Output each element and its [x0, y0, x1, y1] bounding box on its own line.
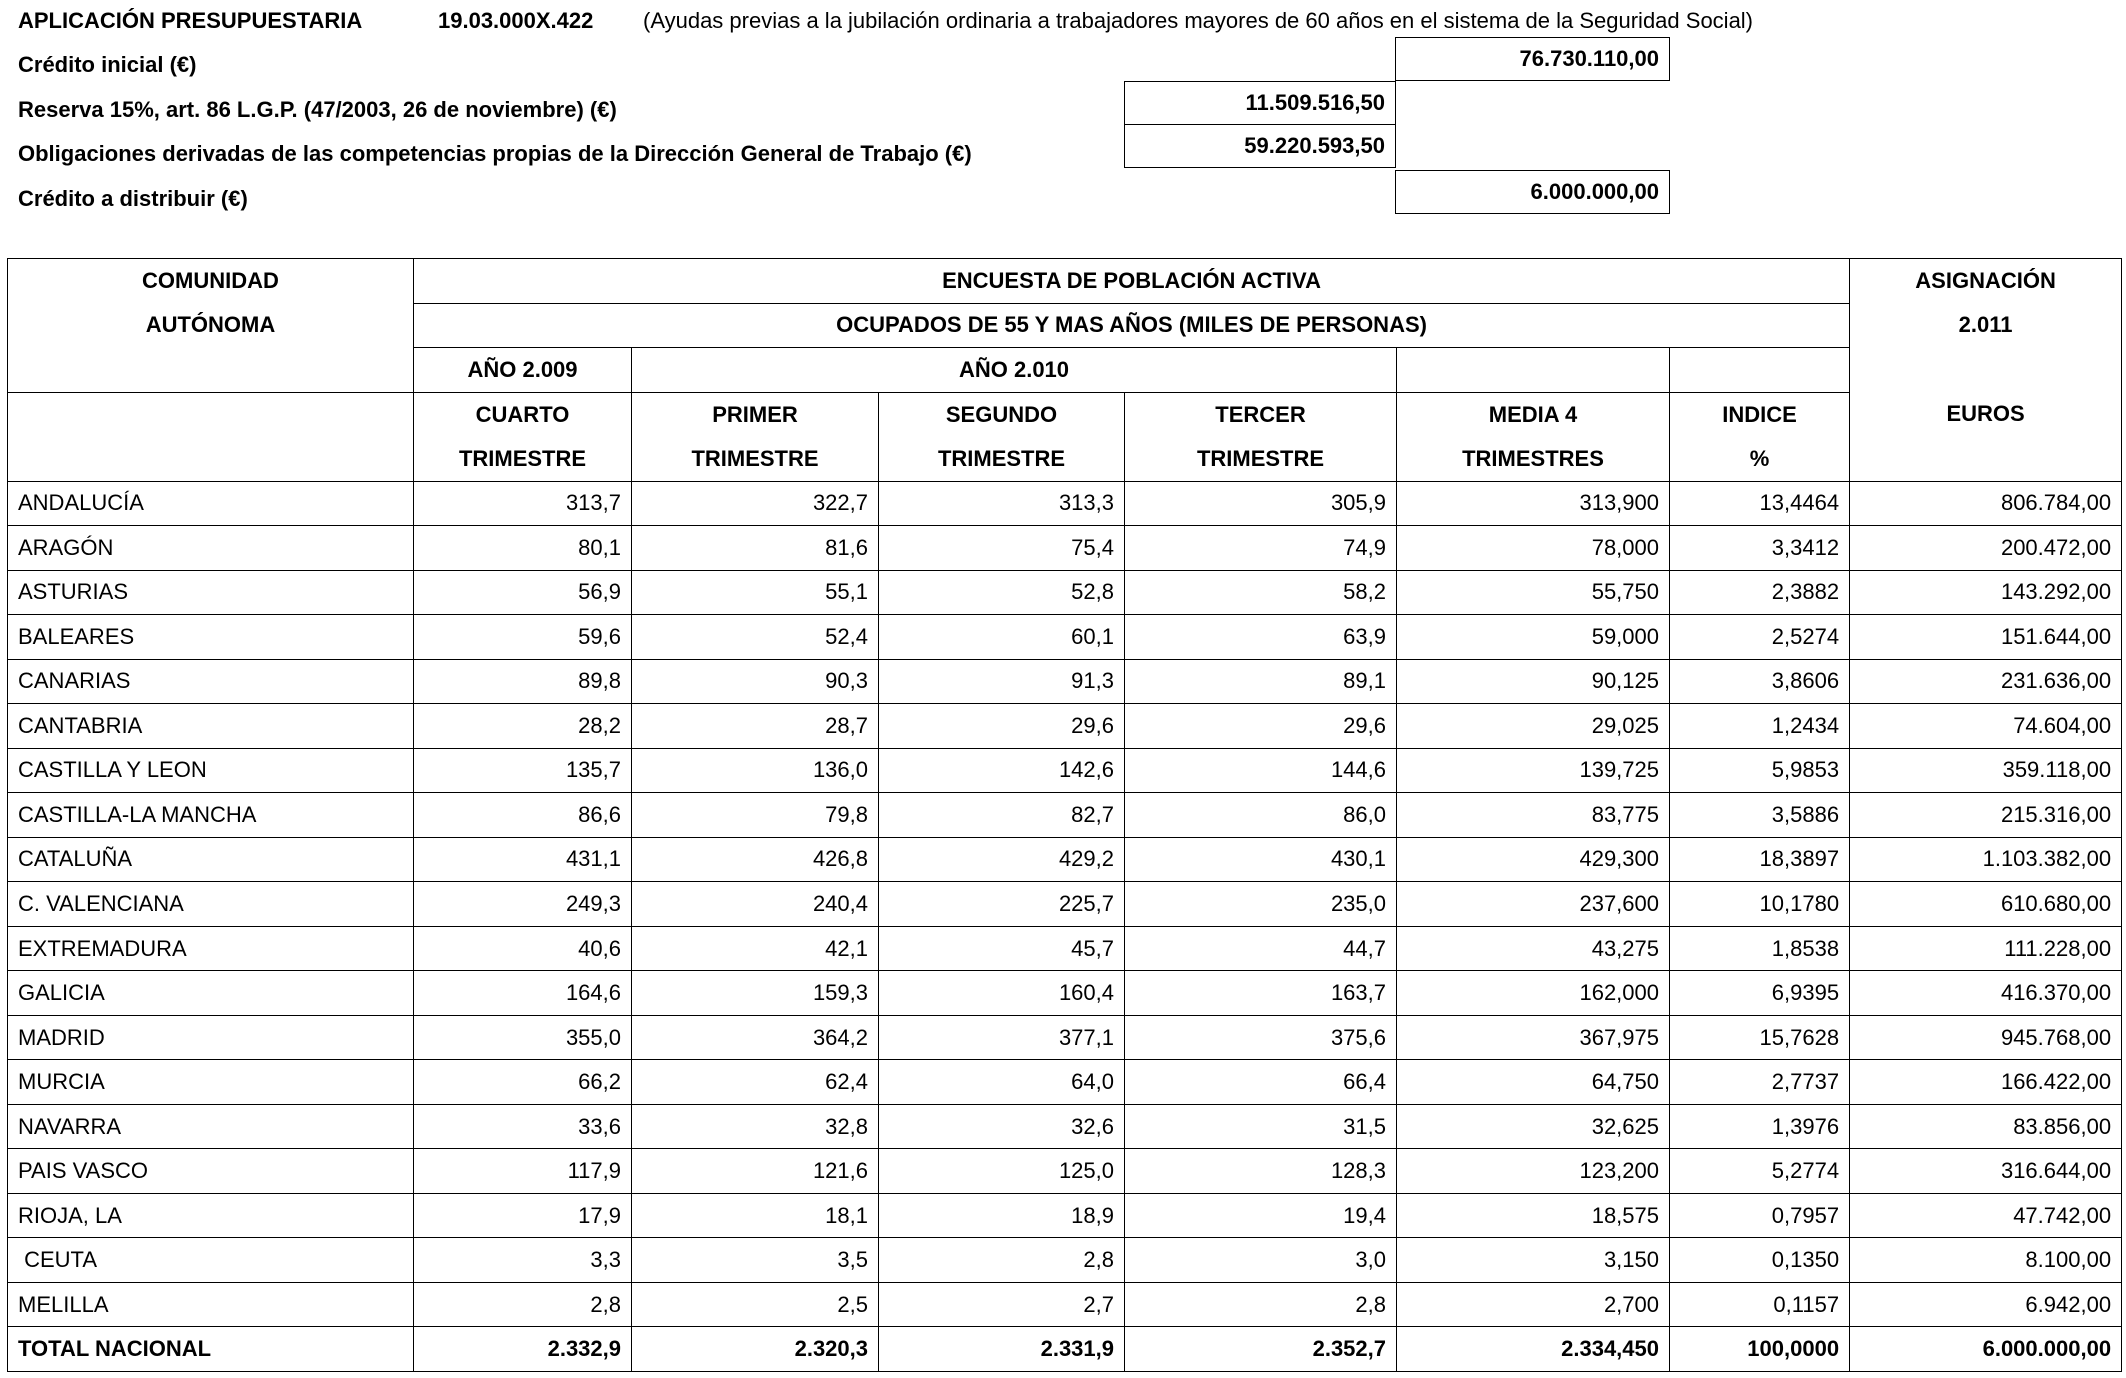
cuarto-trimestre-2009: 313,7 — [414, 481, 632, 526]
asignacion-euros-value: 316.644,00 — [1850, 1149, 2122, 1194]
total-primer: 2.320,3 — [632, 1327, 879, 1372]
table-row — [8, 526, 2122, 571]
indice-pct: 2,7737 — [1670, 1060, 1850, 1105]
primer-trimestre-2010: 364,2 — [632, 1015, 879, 1060]
primer-trimestre-2010: 121,6 — [632, 1149, 879, 1194]
segundo-trimestre-2010: 60,1 — [879, 615, 1125, 660]
empty-cell — [1850, 437, 2122, 482]
media-4-trimestres: 123,200 — [1397, 1149, 1670, 1194]
tercer-trimestre-2010: 375,6 — [1125, 1015, 1397, 1060]
media-4-trimestres: 43,275 — [1397, 926, 1670, 971]
col-indice-line2: % — [1670, 437, 1850, 482]
empty-cell — [8, 437, 414, 482]
media-4-trimestres: 83,775 — [1397, 793, 1670, 838]
indice-pct: 2,3882 — [1670, 570, 1850, 615]
indice-pct: 1,3976 — [1670, 1104, 1850, 1149]
asignacion-euros-value: 416.370,00 — [1850, 971, 2122, 1016]
primer-trimestre-2010: 322,7 — [632, 481, 879, 526]
asignacion-year: 2.011 — [1850, 303, 2122, 348]
tercer-trimestre-2010: 235,0 — [1125, 882, 1397, 927]
cuarto-trimestre-2009: 135,7 — [414, 748, 632, 793]
media-4-trimestres: 313,900 — [1397, 481, 1670, 526]
indice-pct: 0,1157 — [1670, 1282, 1850, 1327]
indice-pct: 3,3412 — [1670, 526, 1850, 571]
media-4-trimestres: 59,000 — [1397, 615, 1670, 660]
tercer-trimestre-2010: 163,7 — [1125, 971, 1397, 1016]
cuarto-trimestre-2009: 28,2 — [414, 704, 632, 749]
media-4-trimestres: 29,025 — [1397, 704, 1670, 749]
primer-trimestre-2010: 159,3 — [632, 971, 879, 1016]
comunidad-name: CASTILLA-LA MANCHA — [8, 793, 414, 838]
primer-trimestre-2010: 90,3 — [632, 659, 879, 704]
comunidad-name: CATALUÑA — [8, 837, 414, 882]
primer-trimestre-2010: 52,4 — [632, 615, 879, 660]
col-primer-line1: PRIMER — [632, 392, 879, 437]
media-4-trimestres: 2,700 — [1397, 1282, 1670, 1327]
indice-pct: 3,8606 — [1670, 659, 1850, 704]
indice-pct: 5,2774 — [1670, 1149, 1850, 1194]
total-indice: 100,0000 — [1670, 1327, 1850, 1372]
segundo-trimestre-2010: 45,7 — [879, 926, 1125, 971]
col-primer-line2: TRIMESTRE — [632, 437, 879, 482]
tercer-trimestre-2010: 74,9 — [1125, 526, 1397, 571]
media-4-trimestres: 237,600 — [1397, 882, 1670, 927]
cuarto-trimestre-2009: 2,8 — [414, 1282, 632, 1327]
col-indice-line1: INDICE — [1670, 392, 1850, 437]
primer-trimestre-2010: 3,5 — [632, 1238, 879, 1283]
tercer-trimestre-2010: 86,0 — [1125, 793, 1397, 838]
tercer-trimestre-2010: 2,8 — [1125, 1282, 1397, 1327]
tercer-trimestre-2010: 31,5 — [1125, 1104, 1397, 1149]
table-row — [8, 971, 2122, 1016]
table-row — [8, 926, 2122, 971]
comunidad-name: CANARIAS — [8, 659, 414, 704]
table-row — [8, 1238, 2122, 1283]
cuarto-trimestre-2009: 17,9 — [414, 1193, 632, 1238]
empty-cell — [8, 348, 414, 393]
asignacion-euros-value: 610.680,00 — [1850, 882, 2122, 927]
comunidad-name: ASTURIAS — [8, 570, 414, 615]
credito-distribuir-value: 6.000.000,00 — [1395, 170, 1670, 214]
table-row — [8, 704, 2122, 749]
asignacion-euros-value: 8.100,00 — [1850, 1238, 2122, 1283]
table-row — [8, 481, 2122, 526]
segundo-trimestre-2010: 29,6 — [879, 704, 1125, 749]
tercer-trimestre-2010: 58,2 — [1125, 570, 1397, 615]
col-cuarto-line1: CUARTO — [414, 392, 632, 437]
asignacion-euros-value: 231.636,00 — [1850, 659, 2122, 704]
reserva-value: 11.509.516,50 — [1124, 81, 1396, 125]
media-4-trimestres: 78,000 — [1397, 526, 1670, 571]
comunidad-name: PAIS VASCO — [8, 1149, 414, 1194]
indice-pct: 13,4464 — [1670, 481, 1850, 526]
cuarto-trimestre-2009: 56,9 — [414, 570, 632, 615]
primer-trimestre-2010: 62,4 — [632, 1060, 879, 1105]
segundo-trimestre-2010: 160,4 — [879, 971, 1125, 1016]
table-row — [8, 1282, 2122, 1327]
credito-inicial-value: 76.730.110,00 — [1395, 37, 1670, 81]
indice-pct: 0,7957 — [1670, 1193, 1850, 1238]
segundo-trimestre-2010: 75,4 — [879, 526, 1125, 571]
cuarto-trimestre-2009: 89,8 — [414, 659, 632, 704]
total-media: 2.334,450 — [1397, 1327, 1670, 1372]
asignacion-euros-value: 166.422,00 — [1850, 1060, 2122, 1105]
comunidad-name: GALICIA — [8, 971, 414, 1016]
col-segundo-line1: SEGUNDO — [879, 392, 1125, 437]
header-row-5 — [8, 437, 2122, 482]
total-tercer: 2.352,7 — [1125, 1327, 1397, 1372]
header-row-1 — [8, 259, 2122, 304]
indice-pct: 10,1780 — [1670, 882, 1850, 927]
table-row — [8, 615, 2122, 660]
year-2010: AÑO 2.010 — [632, 348, 1397, 393]
cuarto-trimestre-2009: 117,9 — [414, 1149, 632, 1194]
col-tercer-line2: TRIMESTRE — [1125, 437, 1397, 482]
media-4-trimestres: 3,150 — [1397, 1238, 1670, 1283]
empty-cell — [1850, 348, 2122, 393]
reserva-label: Reserva 15%, art. 86 L.G.P. (47/2003, 26 de noviembre) (€) — [18, 97, 617, 122]
year-2009: AÑO 2.009 — [414, 348, 632, 393]
indice-pct: 5,9853 — [1670, 748, 1850, 793]
cuarto-trimestre-2009: 40,6 — [414, 926, 632, 971]
cuarto-trimestre-2009: 164,6 — [414, 971, 632, 1016]
indice-pct: 2,5274 — [1670, 615, 1850, 660]
asignacion-euros-value: 359.118,00 — [1850, 748, 2122, 793]
media-4-trimestres: 18,575 — [1397, 1193, 1670, 1238]
col-cuarto-line2: TRIMESTRE — [414, 437, 632, 482]
table-row — [8, 1060, 2122, 1105]
primer-trimestre-2010: 18,1 — [632, 1193, 879, 1238]
tercer-trimestre-2010: 19,4 — [1125, 1193, 1397, 1238]
aplicacion-description: (Ayudas previas a la jubilación ordinaria a trabajadores mayores de 60 años en el sistema de la Seguridad Social) — [643, 8, 1754, 33]
asignacion-euros-value: 111.228,00 — [1850, 926, 2122, 971]
media-4-trimestres: 64,750 — [1397, 1060, 1670, 1105]
segundo-trimestre-2010: 18,9 — [879, 1193, 1125, 1238]
col-media-line1: MEDIA 4 — [1397, 392, 1670, 437]
cuarto-trimestre-2009: 80,1 — [414, 526, 632, 571]
asignacion-euros-value: 151.644,00 — [1850, 615, 2122, 660]
indice-pct: 15,7628 — [1670, 1015, 1850, 1060]
asignacion-euros-value: 200.472,00 — [1850, 526, 2122, 571]
header-row-3 — [8, 348, 2122, 393]
media-4-trimestres: 429,300 — [1397, 837, 1670, 882]
cuarto-trimestre-2009: 86,6 — [414, 793, 632, 838]
primer-trimestre-2010: 81,6 — [632, 526, 879, 571]
asignacion-euros-value: 945.768,00 — [1850, 1015, 2122, 1060]
col-comunidad-line1: COMUNIDAD — [8, 259, 414, 304]
primer-trimestre-2010: 79,8 — [632, 793, 879, 838]
comunidad-name: ANDALUCÍA — [8, 481, 414, 526]
indice-pct: 1,8538 — [1670, 926, 1850, 971]
empty-cell — [8, 392, 414, 437]
col-segundo-line2: TRIMESTRE — [879, 437, 1125, 482]
aplicacion-label: APLICACIÓN PRESUPUESTARIA — [18, 8, 363, 33]
table-row — [8, 1015, 2122, 1060]
media-4-trimestres: 162,000 — [1397, 971, 1670, 1016]
comunidad-name: CEUTA — [8, 1238, 414, 1283]
indice-pct: 0,1350 — [1670, 1238, 1850, 1283]
table-row — [8, 748, 2122, 793]
segundo-trimestre-2010: 2,7 — [879, 1282, 1125, 1327]
col-comunidad-line2: AUTÓNOMA — [8, 303, 414, 348]
cuarto-trimestre-2009: 355,0 — [414, 1015, 632, 1060]
table-row — [8, 659, 2122, 704]
table-row — [8, 570, 2122, 615]
media-4-trimestres: 90,125 — [1397, 659, 1670, 704]
asignacion-euros-value: 1.103.382,00 — [1850, 837, 2122, 882]
col-media-line2: TRIMESTRES — [1397, 437, 1670, 482]
comunidad-name: CASTILLA Y LEON — [8, 748, 414, 793]
table-row — [8, 1149, 2122, 1194]
primer-trimestre-2010: 28,7 — [632, 704, 879, 749]
comunidad-name: CANTABRIA — [8, 704, 414, 749]
table-row — [8, 1104, 2122, 1149]
segundo-trimestre-2010: 125,0 — [879, 1149, 1125, 1194]
tercer-trimestre-2010: 66,4 — [1125, 1060, 1397, 1105]
tercer-trimestre-2010: 89,1 — [1125, 659, 1397, 704]
table-row — [8, 837, 2122, 882]
table-row — [8, 793, 2122, 838]
primer-trimestre-2010: 2,5 — [632, 1282, 879, 1327]
cuarto-trimestre-2009: 33,6 — [414, 1104, 632, 1149]
table-row — [8, 1193, 2122, 1238]
asignacion-euros-value: 83.856,00 — [1850, 1104, 2122, 1149]
tercer-trimestre-2010: 29,6 — [1125, 704, 1397, 749]
header-row-4 — [8, 392, 2122, 437]
epa-subtitle: OCUPADOS DE 55 Y MAS AÑOS (MILES DE PERSONAS) — [414, 303, 1850, 348]
header-row-2 — [8, 303, 2122, 348]
asignacion-euros: EUROS — [1850, 392, 2122, 437]
total-segundo: 2.331,9 — [879, 1327, 1125, 1372]
comunidad-name: MELILLA — [8, 1282, 414, 1327]
cuarto-trimestre-2009: 3,3 — [414, 1238, 632, 1283]
cuarto-trimestre-2009: 59,6 — [414, 615, 632, 660]
asignacion-euros-value: 143.292,00 — [1850, 570, 2122, 615]
media-4-trimestres: 367,975 — [1397, 1015, 1670, 1060]
total-cuarto: 2.332,9 — [414, 1327, 632, 1372]
tercer-trimestre-2010: 144,6 — [1125, 748, 1397, 793]
total-label: TOTAL NACIONAL — [8, 1327, 414, 1372]
obligaciones-value: 59.220.593,50 — [1124, 124, 1396, 168]
cuarto-trimestre-2009: 249,3 — [414, 882, 632, 927]
asignacion-euros-value: 74.604,00 — [1850, 704, 2122, 749]
distribution-table — [7, 258, 2122, 1372]
indice-pct: 3,5886 — [1670, 793, 1850, 838]
table-row — [8, 882, 2122, 927]
tercer-trimestre-2010: 430,1 — [1125, 837, 1397, 882]
segundo-trimestre-2010: 64,0 — [879, 1060, 1125, 1105]
empty-cell — [1397, 348, 1670, 393]
comunidad-name: ARAGÓN — [8, 526, 414, 571]
data-rows — [8, 481, 2122, 1327]
segundo-trimestre-2010: 2,8 — [879, 1238, 1125, 1283]
comunidad-name: RIOJA, LA — [8, 1193, 414, 1238]
segundo-trimestre-2010: 91,3 — [879, 659, 1125, 704]
tercer-trimestre-2010: 305,9 — [1125, 481, 1397, 526]
indice-pct: 6,9395 — [1670, 971, 1850, 1016]
comunidad-name: C. VALENCIANA — [8, 882, 414, 927]
primer-trimestre-2010: 55,1 — [632, 570, 879, 615]
media-4-trimestres: 32,625 — [1397, 1104, 1670, 1149]
segundo-trimestre-2010: 82,7 — [879, 793, 1125, 838]
primer-trimestre-2010: 426,8 — [632, 837, 879, 882]
cuarto-trimestre-2009: 431,1 — [414, 837, 632, 882]
primer-trimestre-2010: 136,0 — [632, 748, 879, 793]
obligaciones-label: Obligaciones derivadas de las competencias propias de la Dirección General de Trabajo (€) — [18, 141, 972, 166]
cuarto-trimestre-2009: 66,2 — [414, 1060, 632, 1105]
credito-distribuir-label: Crédito a distribuir (€) — [18, 186, 248, 211]
segundo-trimestre-2010: 32,6 — [879, 1104, 1125, 1149]
primer-trimestre-2010: 32,8 — [632, 1104, 879, 1149]
comunidad-name: EXTREMADURA — [8, 926, 414, 971]
total-asignacion: 6.000.000,00 — [1850, 1327, 2122, 1372]
asignacion-euros-value: 47.742,00 — [1850, 1193, 2122, 1238]
tercer-trimestre-2010: 128,3 — [1125, 1149, 1397, 1194]
indice-pct: 18,3897 — [1670, 837, 1850, 882]
tercer-trimestre-2010: 63,9 — [1125, 615, 1397, 660]
asignacion-euros-value: 806.784,00 — [1850, 481, 2122, 526]
asignacion-euros-value: 6.942,00 — [1850, 1282, 2122, 1327]
segundo-trimestre-2010: 313,3 — [879, 481, 1125, 526]
tercer-trimestre-2010: 3,0 — [1125, 1238, 1397, 1283]
total-row — [8, 1327, 2122, 1372]
aplicacion-code: 19.03.000X.422 — [438, 8, 594, 33]
segundo-trimestre-2010: 429,2 — [879, 837, 1125, 882]
media-4-trimestres: 139,725 — [1397, 748, 1670, 793]
comunidad-name: NAVARRA — [8, 1104, 414, 1149]
col-tercer-line1: TERCER — [1125, 392, 1397, 437]
comunidad-name: BALEARES — [8, 615, 414, 660]
tercer-trimestre-2010: 44,7 — [1125, 926, 1397, 971]
segundo-trimestre-2010: 52,8 — [879, 570, 1125, 615]
asignacion-euros-value: 215.316,00 — [1850, 793, 2122, 838]
segundo-trimestre-2010: 377,1 — [879, 1015, 1125, 1060]
epa-title: ENCUESTA DE POBLACIÓN ACTIVA — [414, 259, 1850, 304]
asignacion-line1: ASIGNACIÓN — [1850, 259, 2122, 304]
empty-cell — [1670, 348, 1850, 393]
comunidad-name: MURCIA — [8, 1060, 414, 1105]
indice-pct: 1,2434 — [1670, 704, 1850, 749]
primer-trimestre-2010: 42,1 — [632, 926, 879, 971]
media-4-trimestres: 55,750 — [1397, 570, 1670, 615]
primer-trimestre-2010: 240,4 — [632, 882, 879, 927]
comunidad-name: MADRID — [8, 1015, 414, 1060]
segundo-trimestre-2010: 225,7 — [879, 882, 1125, 927]
credito-inicial-label: Crédito inicial (€) — [18, 52, 197, 77]
segundo-trimestre-2010: 142,6 — [879, 748, 1125, 793]
